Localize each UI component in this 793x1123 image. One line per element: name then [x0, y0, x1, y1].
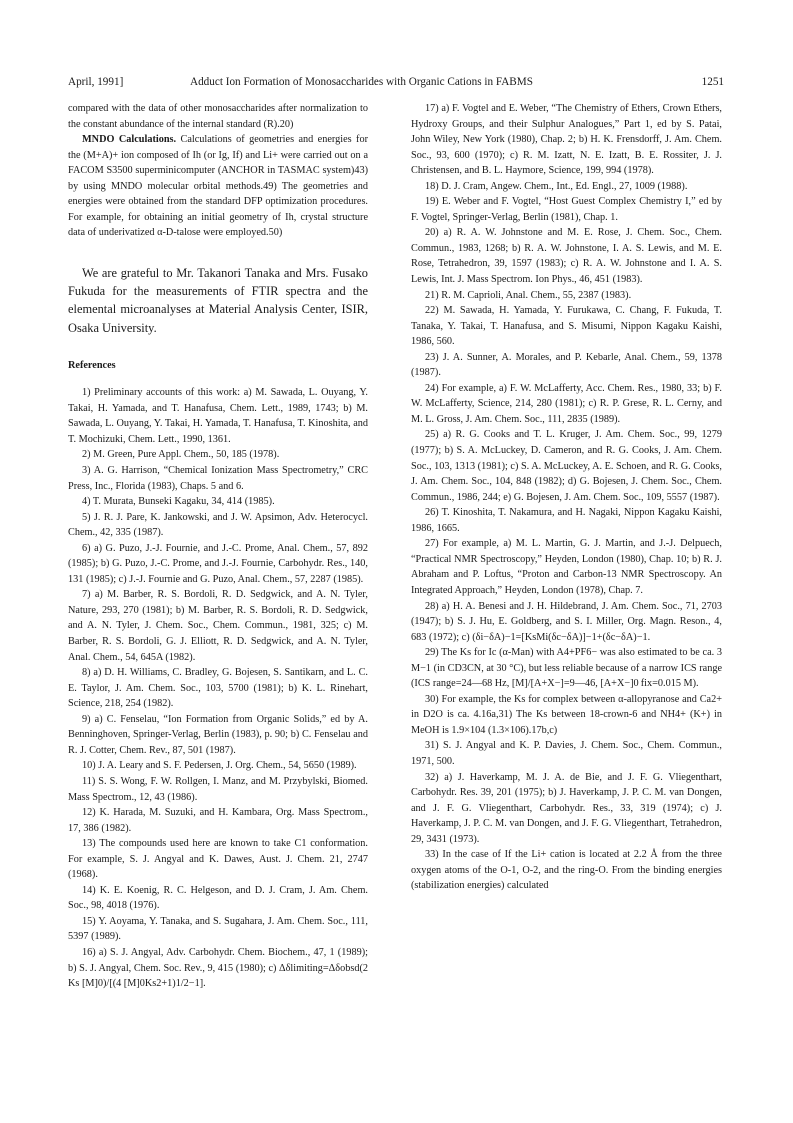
reference-item: 27) For example, a) M. L. Martin, G. J. Martin, and J.-J. Delpuech, “Practical NMR Spectroscopy,” Heyden, London (1980), Chap. 10; b) R. J. Abraham and P. Loftus, “Proton and Carbon-13 NMR Spectroscopy. An Integrated Approach,” Heyden, London (1978), Chap. 7.: [411, 538, 722, 596]
reference-item: 5) J. R. J. Pare, K. Jankowski, and J. W. Apsimon, Adv. Heterocycl. Chem., 42, 335 (1987).: [68, 511, 368, 539]
reference-item: 22) M. Sawada, H. Yamada, Y. Furukawa, C. Chang, F. Fukuda, T. Tanaka, Y. Takai, T. Hanafusa, and S. Misumi, Nippon Kagaku Kaishi, 1986, 560.: [411, 305, 722, 348]
reference-list-left: [68, 385, 368, 991]
reference-item: 15) Y. Aoyama, Y. Tanaka, and S. Sugahara, J. Am. Chem. Soc., 111, 5397 (1989).: [68, 915, 368, 943]
reference-item: 8) a) D. H. Williams, C. Bradley, G. Bojesen, S. Santikarn, and L. C. E. Taylor, J. Am. Chem. Soc., 103, 5700 (1981); b) K. L. Rinehart, Science, 218, 254 (1982).: [68, 667, 368, 710]
reference-item: 25) a) R. G. Cooks and T. L. Kruger, J. Am. Chem. Soc., 99, 1279 (1977); b) S. A. McLuckey, D. Cameron, and R. G. Cooks, J. Am. Chem. Soc., 103, 1313 (1981); c) S. A. McLuckey, A. E. Schoen, and R. G. Cooks, J. Am. Chem. Soc., 104, 848 (1982); d) G. Bojesen, J. Chem. Soc., Chem. Commun., 1986, 244; e) G. Bojesen, J. Am. Chem. Soc., 109, 5557 (1987).: [411, 429, 722, 503]
page-number: 1251: [701, 76, 724, 88]
reference-item: 11) S. S. Wong, F. W. Rollgen, I. Manz, and M. Przybylski, Biomed. Mass Spectrom., 12, 43 (1986).: [68, 775, 368, 803]
reference-item: 26) T. Kinoshita, T. Nakamura, and H. Nagaki, Nippon Kagaku Kaishi, 1986, 1665.: [411, 507, 722, 534]
reference-item: 31) S. J. Angyal and K. P. Davies, J. Chem. Soc., Chem. Commun., 1971, 500.: [411, 740, 722, 767]
reference-item: 14) K. E. Koenig, R. C. Helgeson, and D. J. Cram, J. Am. Chem. Soc., 98, 4018 (1976).: [68, 884, 368, 912]
reference-item: 13) The compounds used here are known to take C1 conformation. For example, S. J. Angyal and K. Dawes, Aust. J. Chem. 21, 2747 (1968).: [68, 838, 368, 881]
running-title: Adduct Ion Formation of Monosaccharides with Organic Cations in FABMS: [190, 76, 533, 88]
reference-item: 23) J. A. Sunner, A. Morales, and P. Kebarle, Anal. Chem., 59, 1378 (1987).: [411, 351, 722, 379]
reference-item: 30) For example, the Ks for complex between α-allopyranose and Ca2+ in D2O is ca. 4.16a,31) The Ks between 18-crown-6 and NH4+ (K+) in MeOH is 1.9×104 (1.3×106).17b,c): [411, 693, 722, 736]
reference-item: 6) a) G. Puzo, J.-J. Fournie, and J.-C. Prome, Anal. Chem., 57, 892 (1985); b) G. Puzo, J.-C. Prome, and J.-J. Fournie, Carbohydr. Res., 140, 131 (1985); c) J.-J. Fournie and G. Puzo, Anal. Chem., 57, 2287 (1985).: [68, 542, 368, 585]
right-column: [411, 101, 722, 894]
acknowledgment: We are grateful to Mr. Takanori Tanaka and Mrs. Fusako Fukuda for the measurements of FTIR spectra and the elemental microanalyses at Material Analysis Center, ISIR, Osaka University.: [68, 265, 368, 335]
left-column: [68, 101, 368, 992]
reference-item: 19) E. Weber and F. Vogtel, “Host Guest Complex Chemistry I,” ed by F. Vogtel, Springer-Verlag, Berlin (1981), Chap. 1.: [411, 196, 722, 223]
reference-item: 28) a) H. A. Benesi and J. H. Hildebrand, J. Am. Chem. Soc., 71, 2703 (1947); b) S. J. Hu, E. Goldberg, and S. I. Miller, Org. Magn. Reson., 4, 683 (1972); c) (δi−δA)−1=[KsMi(δc−δA)]−1+(δc−δA)−1.: [411, 600, 722, 643]
running-head: [68, 74, 724, 90]
references-heading: References: [68, 359, 116, 371]
reference-item: 2) M. Green, Pure Appl. Chem., 50, 185 (1978).: [82, 449, 280, 461]
reference-item: 4) T. Murata, Bunseki Kagaku, 34, 414 (1985).: [82, 496, 275, 508]
reference-item: 33) In the case of If the Li+ cation is located at 2.2 Å from the three oxygen atoms of the O-1, O-2, and the ring-O. From the binding energies (stabilization energies) calculated: [411, 849, 722, 892]
mndo-body: Calculations of geometries and energies for the (M+A)+ ion composed of Ih (or Ig, If) and Li+ were carried out on a FACOM S3500 superminicomputer (ANCHOR in TASMAC system)43) by using MNDO molecular orbital methods.49) The geometries and energies were obtained from the standard DFP optimization procedures. For example, for obtaining an initial geometry of Ih, crystal structure data of underivatized α-D-talose were employed.50): [68, 134, 368, 239]
reference-item: 7) a) M. Barber, R. S. Bordoli, R. D. Sedgwick, and A. N. Tyler, Nature, 293, 270 (1981); b) M. Barber, R. S. Bordoli, R. D. Sedgwick, and A. N. Tyler, J. Chem. Soc., Chem. Commun., 1981, 325; c) M. Barber, R. S. Bordoli, G. J. Elliott, R. D. Sedgwick, and A. N. Tyler, Anal. Chem., 54, 645A (1982).: [68, 589, 368, 663]
reference-item: 3) A. G. Harrison, “Chemical Ionization Mass Spectrometry,” CRC Press, Inc., Florida (1983), Chaps. 5 and 6.: [68, 465, 368, 492]
reference-item: 20) a) R. A. W. Johnstone and M. E. Rose, J. Chem. Soc., Chem. Commun., 1983, 1268; b) R. A. W. Johnstone, I. A. S. Lewis, and M. E. Rose, Tetrahedron, 39, 1597 (1983); c) R. A. W. Johnstone and I. A. S. Lewis, Int. J. Mass Spectrom. Ion Phys., 46, 451 (1983).: [411, 227, 722, 286]
reference-item: 32) a) J. Haverkamp, M. J. A. de Bie, and J. F. G. Vliegenthart, Carbohydr. Res. 39, 201 (1975); b) J. Haverkamp, J. P. C. M. van Dongen, and J. F. G. Vliegenthart, Carbohydr. Res., 33, 319 (1974); c) J. Haverkamp, J. P. C. M. van Dongen, and J. F. G. Vliegenthart, Tetrahedron, 29, 3431 (1973).: [411, 771, 722, 845]
reference-item: 29) The Ks for Ic (α-Man) with A4+PF6− was also estimated to be ca. 3 M−1 (in CD3CN, at 30 °C), but less reliable because of a narrow ICS range (ICS range=24—68 Hz, [M]/[A+X−]=9—46, [A+X−]0 fix=0.015 M).: [411, 647, 722, 690]
reference-item: 16) a) S. J. Angyal, Adv. Carbohydr. Chem. Biochem., 47, 1 (1989); b) S. J. Angyal, Chem. Soc. Rev., 9, 415 (1980); c) Δδlimiting=Δδobsd(2 Ks [M]0)/[(4 [M]0Ks2+1)1/2−1].: [68, 946, 368, 990]
reference-item: 24) For example, a) F. W. McLafferty, Acc. Chem. Res., 1980, 33; b) F. W. McLafferty, Science, 214, 280 (1981); c) R. P. Grese, R. L. Cerny, and M. L. Gross, J. Am. Chem. Soc., 111, 2835 (1989).: [411, 382, 722, 425]
reference-item: 18) D. J. Cram, Angew. Chem., Int., Ed. Engl., 27, 1009 (1988).: [425, 180, 688, 192]
mndo-heading: MNDO Calculations.: [82, 134, 177, 146]
reference-item: 17) a) F. Vogtel and E. Weber, “The Chemistry of Ethers, Crown Ethers, Hydroxy Groups, and their Sulphur Analogues,” Part 1, ed by S. Patai, John Wiley, New York (1980), Chap. 2; b) H. K. Frensdorff, J. Am. Chem. Soc., 93, 600 (1970); c) R. M. Izatt, N. E. Izatt, B. E. Rossiter, J. J. Christensen, and B. L. Haymore, Science, 199, 994 (1978).: [411, 103, 722, 177]
intro-paragraph: compared with the data of other monosaccharides after normalization to the constant abundance of the internal standard (R).20): [68, 103, 368, 130]
mndo-paragraph: [68, 132, 368, 241]
issue-date: April, 1991]: [68, 76, 124, 88]
reference-list-right: [411, 101, 722, 894]
reference-item: 1) Preliminary accounts of this work: a) M. Sawada, L. Ouyang, Y. Takai, H. Yamada, and T. Hanafusa, Chem. Lett., 1989, 1743; b) M. Sawada, L. Ouyang, Y. Takai, H. Yamada, T. Hanafusa, T. Kinoshita, and T. Mochizuki, Chem. Lett., 1990, 1361.: [68, 387, 368, 445]
reference-item: 9) a) C. Fenselau, “Ion Formation from Organic Solids,” ed by A. Benninghoven, Springer-Verlag, Berlin (1983), p. 90; b) C. Fenselau and R. J. Cotter, Chem. Rev., 87, 501 (1987).: [68, 713, 368, 756]
reference-item: 21) R. M. Caprioli, Anal. Chem., 55, 2387 (1983).: [425, 289, 632, 301]
reference-item: 12) K. Harada, M. Suzuki, and H. Kambara, Org. Mass Spectrom., 17, 386 (1982).: [68, 807, 368, 834]
reference-item: 10) J. A. Leary and S. F. Pedersen, J. Org. Chem., 54, 5650 (1989).: [82, 760, 357, 772]
